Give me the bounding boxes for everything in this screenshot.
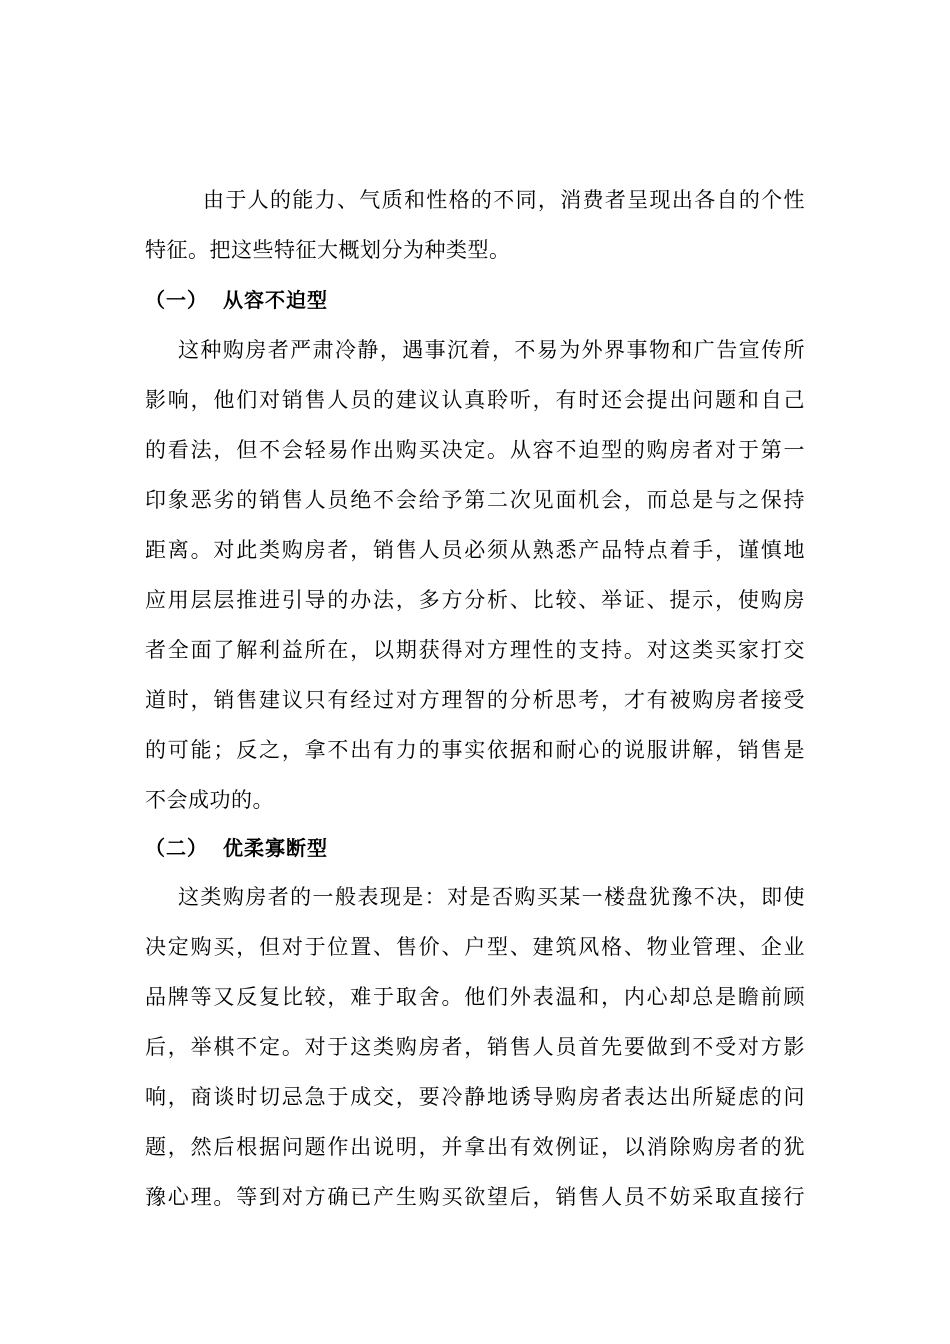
- section2-line-6: 题，然后根据问题作出说明，并拿出有效例证，以消除购房者的犹: [145, 1135, 805, 1159]
- section1-heading: [145, 280, 805, 320]
- section1-line-3: 的看法，但不会轻易作出购买决定。从容不迫型的购房者对于第一: [145, 438, 805, 462]
- section1-line-2: 影响，他们对销售人员的建议认真聆听，有时还会提出问题和自己: [145, 388, 805, 412]
- section1-line-10: 不会成功的。: [145, 788, 274, 812]
- section1-line-1: 这种购房者严肃冷静，遇事沉着，不易为外界事物和广告宣传所: [178, 338, 805, 362]
- section2-number: （二）: [145, 836, 208, 860]
- section1-line-7: 者全面了解利益所在，以期获得对方理性的支持。对这类买家打交: [145, 638, 805, 662]
- intro-line-1: 由于人的能力、气质和性格的不同，消费者呈现出各自的个性: [203, 188, 805, 212]
- section2-title: 优柔寡断型: [223, 836, 328, 860]
- section2-line-2: 决定购买，但对于位置、售价、户型、建筑风格、物业管理、企业: [145, 935, 805, 959]
- intro-line-2: 特征。把这些特征大概划分为种类型。: [145, 238, 511, 262]
- section1-line-9: 的可能；反之，拿不出有力的事实依据和耐心的说服讲解，销售是: [145, 738, 805, 762]
- section2-line-7: 豫心理。等到对方确已产生购买欲望后，销售人员不妨采取直接行: [145, 1185, 805, 1209]
- section1-title: 从容不迫型: [223, 288, 328, 312]
- section2-line-4: 后，举棋不定。对于这类购房者，销售人员首先要做到不受对方影: [145, 1035, 805, 1059]
- section1-line-5: 距离。对此类购房者，销售人员必须从熟悉产品特点着手，谨慎地: [145, 538, 805, 562]
- section2-line-3: 品牌等又反复比较，难于取舍。他们外表温和，内心却总是瞻前顾: [145, 985, 805, 1009]
- section2-line-5: 响，商谈时切忌急于成交，要冷静地诱导购房者表达出所疑虑的问: [145, 1085, 805, 1109]
- section2-heading: [145, 828, 805, 868]
- section1-line-4: 印象恶劣的销售人员绝不会给予第二次见面机会，而总是与之保持: [145, 488, 805, 512]
- section2-line-1: 这类购房者的一般表现是：对是否购买某一楼盘犹豫不决，即使: [178, 885, 805, 909]
- section1-line-6: 应用层层推进引导的办法，多方分析、比较、举证、提示，使购房: [145, 588, 805, 612]
- section1-number: （一）: [145, 288, 208, 312]
- section1-line-8: 道时，销售建议只有经过对方理智的分析思考，才有被购房者接受: [145, 688, 805, 712]
